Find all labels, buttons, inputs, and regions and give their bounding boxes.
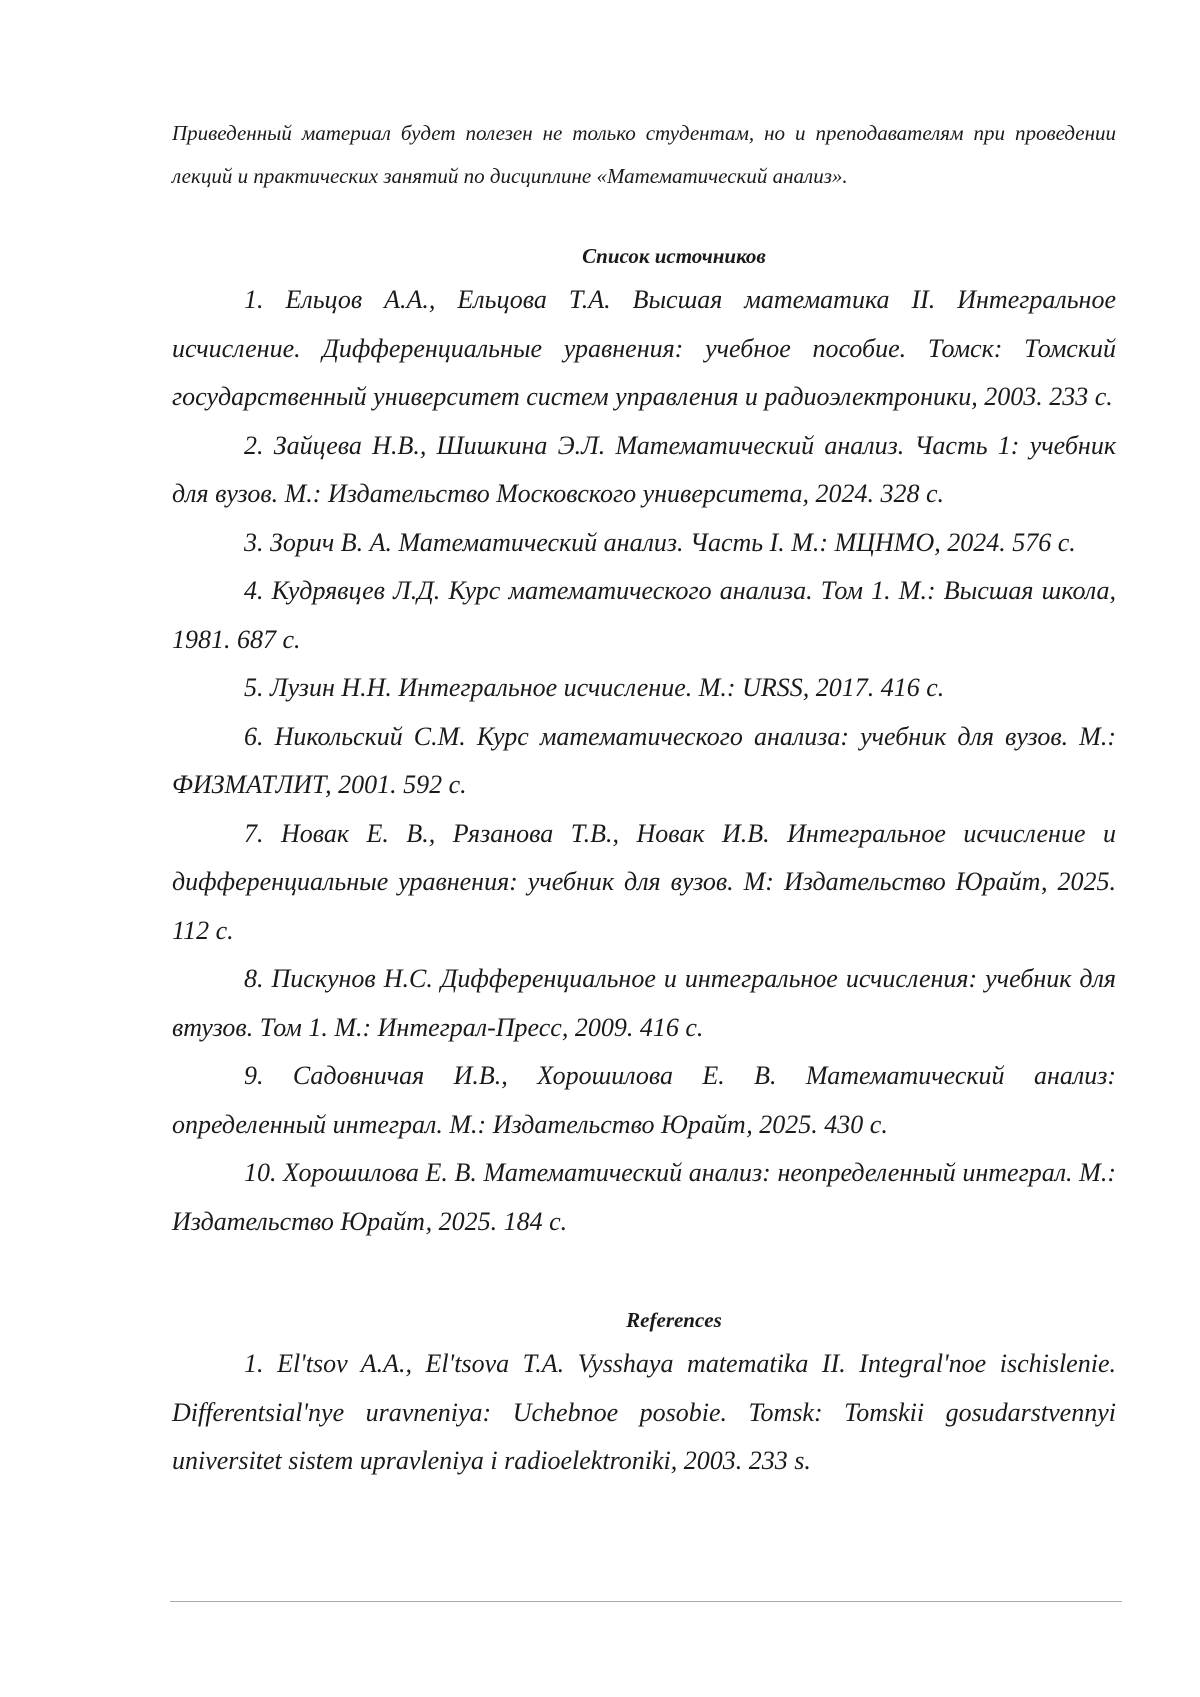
source-item: 4. Кудрявцев Л.Д. Курс математического анализа. Том 1. М.: Высшая школа, 1981. 687 с. [172,567,1116,664]
references-heading: References [172,1306,1116,1334]
source-item: 1. Ельцов А.А., Ельцова Т.А. Высшая математика II. Интегральное исчисление. Дифференциальные уравнения: учебное пособие. Томск: Томский государственный университет систем управления и радиоэлектроники, 2003. 233 с. [172,276,1116,422]
reference-item: 1. El'tsov A.A., El'tsova T.A. Vysshaya matematika II. Integral'noe ischislenie. Differentsial'nye uravneniya: Uchebnoe posobie. Tomsk: Tomskii gosudarstvennyi universitet sistem upravleniya i radioelektroniki, 2003. 233 s. [172,1340,1116,1486]
source-item: 2. Зайцева Н.В., Шишкина Э.Л. Математический анализ. Часть 1: учебник для вузов. М.: Издательство Московского университета, 2024. 328 с. [172,422,1116,519]
sources-list [172,276,1116,1246]
footer-divider [170,1601,1122,1602]
intro-paragraph: Приведенный материал будет полезен не только студентам, но и преподавателям при проведении лекций и практических занятий по дисциплине «Математический анализ». [172,112,1116,198]
source-item: 3. Зорич В. А. Математический анализ. Часть I. М.: МЦНМО, 2024. 576 с. [172,519,1116,568]
source-item: 10. Хорошилова Е. В. Математический анализ: неопределенный интеграл. М.: Издательство Юрайт, 2025. 184 с. [172,1149,1116,1246]
sources-heading: Список источников [172,242,1116,270]
source-item: 8. Пискунов Н.С. Дифференциальное и интегральное исчисления: учебник для втузов. Том 1. М.: Интеграл-Пресс, 2009. 416 с. [172,955,1116,1052]
source-item: 7. Новак Е. В., Рязанова Т.В., Новак И.В. Интегральное исчисление и дифференциальные уравнения: учебник для вузов. М: Издательство Юрайт, 2025. 112 с. [172,810,1116,956]
source-item: 6. Никольский С.М. Курс математического анализа: учебник для вузов. М.: ФИЗМАТЛИТ, 2001. 592 с. [172,713,1116,810]
document-page [172,112,1116,1486]
references-list [172,1340,1116,1486]
source-item: 9. Садовничая И.В., Хорошилова Е. В. Математический анализ: определенный интеграл. М.: Издательство Юрайт, 2025. 430 с. [172,1052,1116,1149]
source-item: 5. Лузин Н.Н. Интегральное исчисление. М.: URSS, 2017. 416 с. [172,664,1116,713]
